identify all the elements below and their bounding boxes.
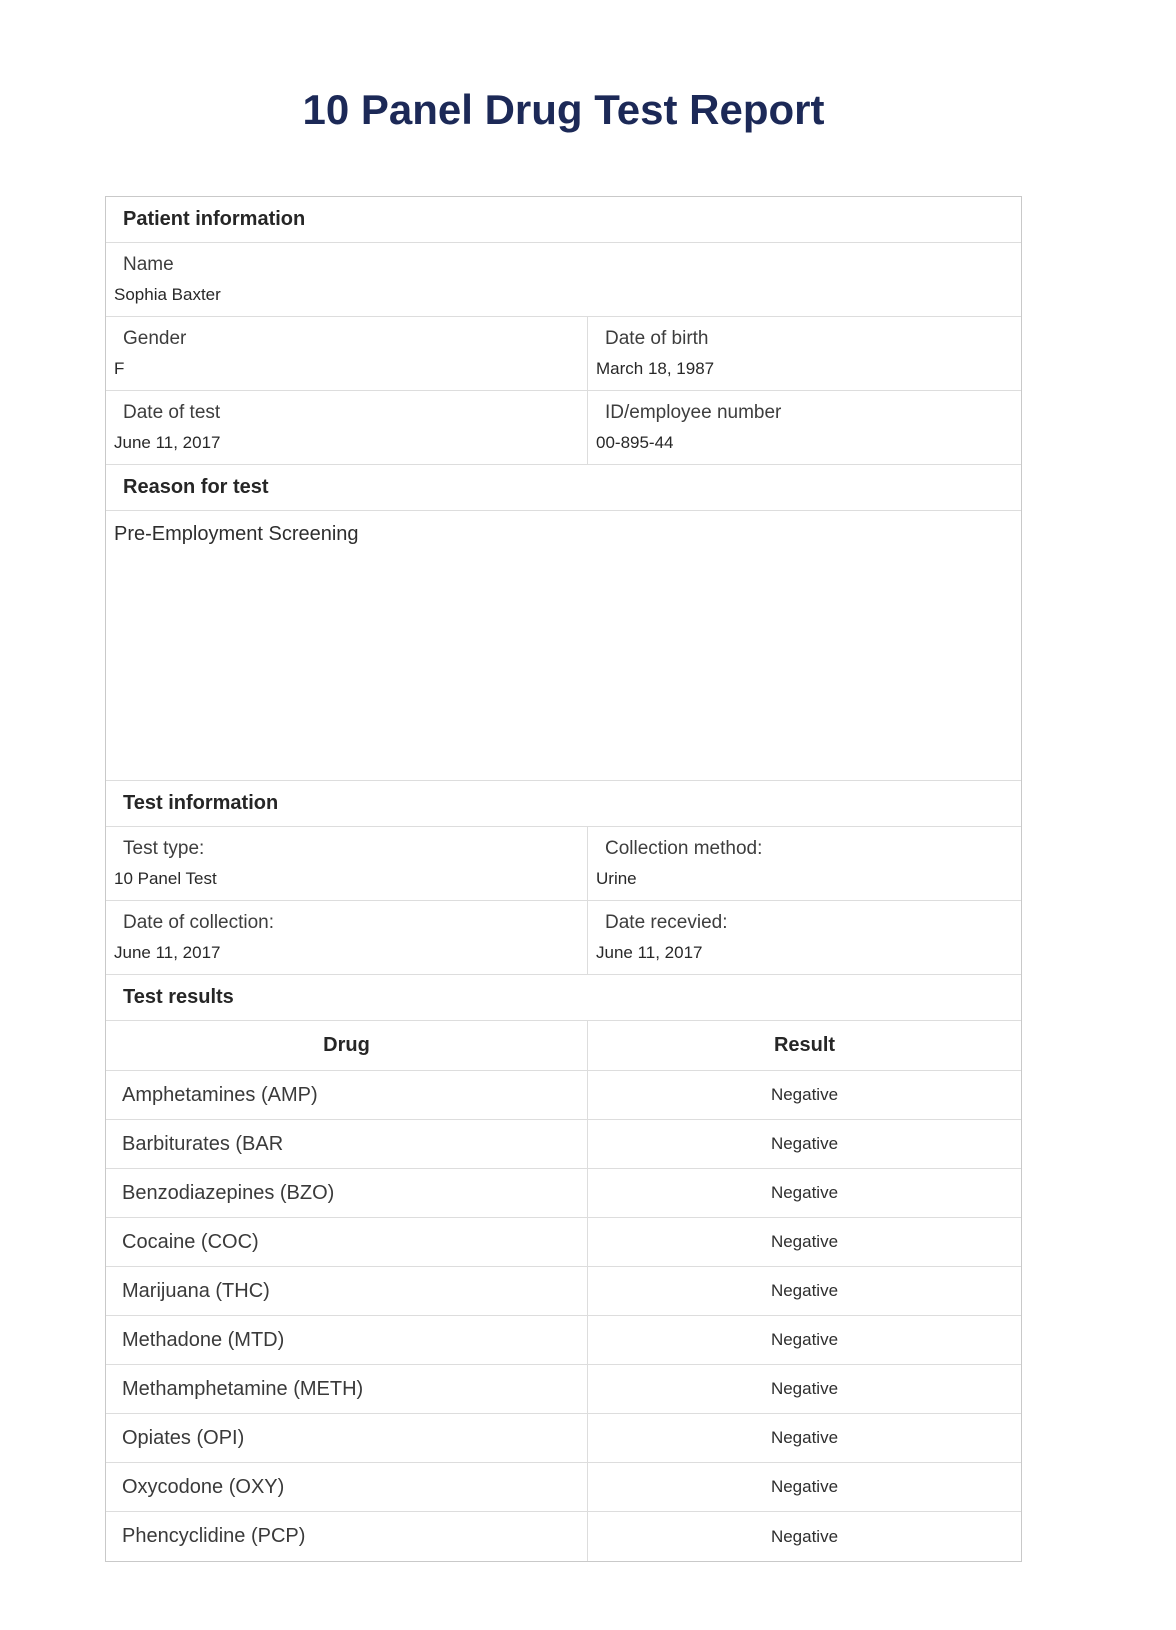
- drug-cell: Phencyclidine (PCP): [106, 1512, 588, 1561]
- row-gender-dob: [106, 317, 1021, 391]
- date-of-birth-label: Date of birth: [605, 328, 709, 350]
- row-testtype-method: [106, 827, 1021, 901]
- result-cell: Negative: [770, 1379, 839, 1399]
- section-patient-information-header: [106, 197, 1021, 243]
- date-of-collection-label: Date of collection:: [123, 912, 275, 934]
- drug-column-header: Drug: [106, 1021, 588, 1070]
- row-name: [106, 243, 1021, 317]
- result-cell: Negative: [770, 1281, 839, 1301]
- drug-cell: Amphetamines (AMP): [106, 1071, 588, 1119]
- page-title: 10 Panel Drug Test Report: [302, 86, 825, 133]
- result-column-header: Result: [773, 1034, 836, 1057]
- section-reason-title: Reason for test: [123, 476, 269, 499]
- result-row-marijuana: [106, 1267, 1021, 1316]
- date-received-label: Date recevied:: [605, 912, 728, 934]
- test-type-label: Test type:: [123, 838, 205, 860]
- result-cell: Negative: [770, 1428, 839, 1448]
- date-of-test-label: Date of test: [123, 402, 221, 424]
- drug-cell: Cocaine (COC): [106, 1218, 588, 1266]
- section-patient-information-title: Patient information: [123, 208, 306, 231]
- result-cell: Negative: [770, 1526, 839, 1546]
- field-date-of-collection: [106, 901, 588, 974]
- date-of-test-value: June 11, 2017: [114, 433, 221, 453]
- drug-cell: Marijuana (THC): [106, 1267, 588, 1315]
- result-row-phencyclidine: [106, 1512, 1021, 1561]
- report-card: [105, 196, 1022, 1562]
- row-datetest-id: [106, 391, 1021, 465]
- result-cell: Negative: [770, 1085, 839, 1105]
- employee-id-value: 00-895-44: [596, 433, 674, 453]
- field-date-of-birth: [588, 317, 1021, 390]
- gender-value: F: [114, 359, 125, 379]
- result-row-opiates: [106, 1414, 1021, 1463]
- collection-method-label: Collection method:: [605, 838, 763, 860]
- drug-cell: Barbiturates (BAR: [106, 1120, 588, 1168]
- field-date-received: [588, 901, 1021, 974]
- result-row-barbiturates: [106, 1120, 1021, 1169]
- section-test-results-header: [106, 975, 1021, 1021]
- name-value: Sophia Baxter: [114, 285, 221, 305]
- field-gender: [106, 317, 588, 390]
- row-collection-received: [106, 901, 1021, 975]
- result-row-oxycodone: [106, 1463, 1021, 1512]
- drug-cell: Methamphetamine (METH): [106, 1365, 588, 1413]
- result-row-benzodiazepines: [106, 1169, 1021, 1218]
- field-date-of-test: [106, 391, 588, 464]
- result-row-methadone: [106, 1316, 1021, 1365]
- results-header-row: [106, 1021, 1021, 1071]
- test-type-value: 10 Panel Test: [114, 869, 217, 889]
- gender-label: Gender: [123, 328, 187, 350]
- section-test-results-title: Test results: [123, 986, 234, 1009]
- field-employee-id: [588, 391, 1021, 464]
- field-test-type: [106, 827, 588, 900]
- section-test-information-header: [106, 781, 1021, 827]
- collection-method-value: Urine: [596, 869, 637, 889]
- reason-for-test-value: Pre-Employment Screening: [106, 511, 1021, 781]
- name-label: Name: [123, 254, 174, 276]
- section-reason-header: [106, 465, 1021, 511]
- date-of-collection-value: June 11, 2017: [114, 943, 221, 963]
- drug-cell: Oxycodone (OXY): [106, 1463, 588, 1511]
- result-cell: Negative: [770, 1477, 839, 1497]
- drug-cell: Opiates (OPI): [106, 1414, 588, 1462]
- date-received-value: June 11, 2017: [596, 943, 703, 963]
- result-cell: Negative: [770, 1232, 839, 1252]
- drug-cell: Methadone (MTD): [106, 1316, 588, 1364]
- field-collection-method: [588, 827, 1021, 900]
- employee-id-label: ID/employee number: [605, 402, 782, 424]
- result-row-amphetamines: [106, 1071, 1021, 1120]
- result-row-methamphetamine: [106, 1365, 1021, 1414]
- result-cell: Negative: [770, 1134, 839, 1154]
- result-cell: Negative: [770, 1183, 839, 1203]
- result-row-cocaine: [106, 1218, 1021, 1267]
- section-test-information-title: Test information: [123, 792, 279, 815]
- date-of-birth-value: March 18, 1987: [596, 359, 715, 379]
- drug-cell: Benzodiazepines (BZO): [106, 1169, 588, 1217]
- field-name: [106, 243, 1021, 316]
- result-cell: Negative: [770, 1330, 839, 1350]
